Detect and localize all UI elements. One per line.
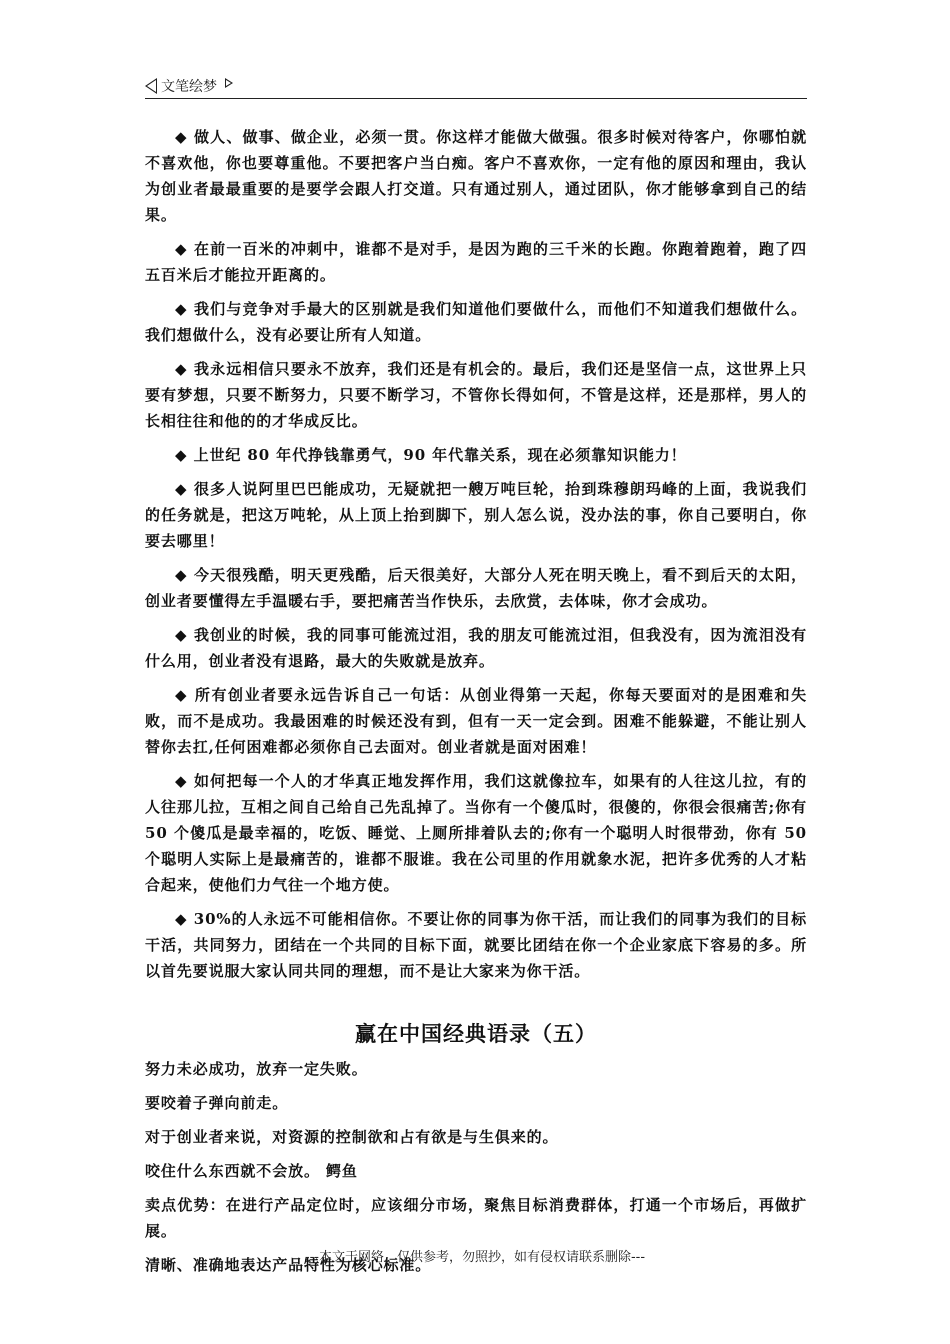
section-line: 卖点优势：在进行产品定位时，应该细分市场，聚焦目标消费群体，打通一个市场后，再做扩展。: [145, 1196, 807, 1240]
quote-text: 如何把每一个人的才华真正地发挥作用，我们这就像拉车，如果有的人往这儿拉，有的人往那儿拉，互相之间自己给自己先乱掉了。当你有一个傻瓜时，很傻的，你很会很痛苦;你有 50 个傻瓜是最幸福的，吃饭、睡觉、上厕所排着队去的;你有一个聪明人时很带劲，你有 50 个聪明人实际上是最痛苦的，谁都不服谁。我在公司里的作用就象水泥，把许多优秀的人才粘合起来，使他们力气往一个地方使。: [145, 772, 807, 894]
triangle-left-icon: [145, 78, 157, 94]
diamond-bullet-icon: ◆: [175, 686, 189, 704]
quote-text: 30%的人永远不可能相信你。不要让你的同事为你干活，而让我们的同事为我们的目标干活，共同努力，团结在一个共同的目标下面，就要比团结在你一个企业家底下容易的多。所以首先要说服大家认同共同的理想，而不是让大家来为你干活。: [145, 910, 808, 980]
diamond-bullet-icon: ◆: [175, 566, 188, 584]
quote-text: 做人、做事、做企业，必须一贯。你这样才能做大做强。很多时候对待客户，你哪怕就不喜欢他，你也要尊重他。不要把客户当白痴。客户不喜欢你，一定有他的原因和理由，我认为创业者最最重要的是要学会跟人打交道。只有通过别人，通过团队，你才能够拿到自己的结果。: [145, 128, 807, 224]
diamond-bullet-icon: ◆: [175, 910, 188, 928]
header-brand: [145, 76, 233, 96]
diamond-bullet-icon: ◆: [175, 128, 188, 146]
quote-paragraph: [145, 476, 807, 554]
quote-paragraph: [145, 622, 807, 674]
section-line: 努力未必成功，放弃一定失败。: [145, 1060, 368, 1078]
diamond-bullet-icon: ◆: [175, 626, 188, 644]
quote-text: 所有创业者要永远告诉自己一句话：从创业得第一天起，你每天要面对的是困难和失败，而不是成功。我最困难的时候还没有到，但有一天一定会到。困难不能躲避，不能让别人替你去扛,任何困难都必须你自己去面对。创业者就是面对困难！: [145, 686, 808, 756]
quote-text: 很多人说阿里巴巴能成功，无疑就把一艘万吨巨轮，抬到珠穆朗玛峰的上面，我说我们的任务就是，把这万吨轮，从上顶上抬到脚下，别人怎么说，没办法的事，你自己要明白，你要去哪里！: [145, 480, 807, 550]
section-line: 对于创业者来说，对资源的控制欲和占有欲是与生俱来的。: [145, 1128, 559, 1146]
quote-text: 我永远相信只要永不放弃，我们还是有机会的。最后，我们还是坚信一点，这世界上只要有梦想，只要不断努力，只要不断学习，不管你长得如何，不管是这样，还是那样，男人的长相往往和他的的才华成反比。: [145, 360, 807, 430]
document-body: [145, 124, 807, 1286]
page-header: [145, 74, 807, 99]
section-line: 清晰、准确地表达产品特性为核心标准。: [145, 1256, 432, 1274]
diamond-bullet-icon: ◆: [175, 360, 188, 378]
section-lines: [145, 1056, 807, 1278]
quote-text: 我创业的时候，我的同事可能流过泪，我的朋友可能流过泪，但我没有，因为流泪没有什么用，创业者没有退路，最大的失败就是放弃。: [145, 626, 807, 670]
quote-paragraph: [145, 682, 807, 760]
diamond-bullet-icon: ◆: [175, 480, 188, 498]
quote-paragraph: [145, 124, 807, 228]
quote-paragraph: [145, 356, 807, 434]
quote-paragraph: [145, 442, 807, 468]
quote-paragraph: [145, 562, 807, 614]
quote-text: 上世纪 80 年代挣钱靠勇气，90 年代靠关系，现在必须靠知识能力！: [193, 446, 687, 464]
diamond-bullet-icon: ◆: [175, 300, 188, 318]
section-line: 要咬着子弹向前走。: [145, 1094, 289, 1112]
quote-paragraph: [145, 296, 807, 348]
quote-list: [145, 124, 807, 984]
section-title: 赢在中国经典语录（五）: [355, 1021, 597, 1046]
diamond-bullet-icon: ◆: [175, 446, 188, 464]
diamond-bullet-icon: ◆: [175, 240, 188, 258]
quote-text: 今天很残酷，明天更残酷，后天很美好，大部分人死在明天晚上，看不到后天的太阳，创业者要懂得左手温暖右手，要把痛苦当作快乐，去欣赏，去体味，你才会成功。: [145, 566, 807, 610]
quote-paragraph: [145, 768, 807, 898]
brand-text: 文笔绘梦: [161, 79, 217, 95]
quote-text: 在前一百米的冲刺中，谁都不是对手，是因为跑的三千米的长跑。你跑着跑着，跑了四五百米后才能拉开距离的。: [145, 240, 807, 284]
section-line: 咬住什么东西就不会放。 鳄鱼: [145, 1162, 358, 1180]
quote-text: 我们与竞争对手最大的区别就是我们知道他们要做什么，而他们不知道我们想做什么。我们想做什么，没有必要让所有人知道。: [145, 300, 807, 344]
triangle-right-icon: [225, 78, 233, 88]
quote-paragraph: [145, 906, 807, 984]
page-footer: ---本文于网络，仅供参考，勿照抄，如有侵权请联系删除---: [304, 1250, 646, 1265]
quote-paragraph: [145, 236, 807, 288]
diamond-bullet-icon: ◆: [175, 772, 188, 790]
